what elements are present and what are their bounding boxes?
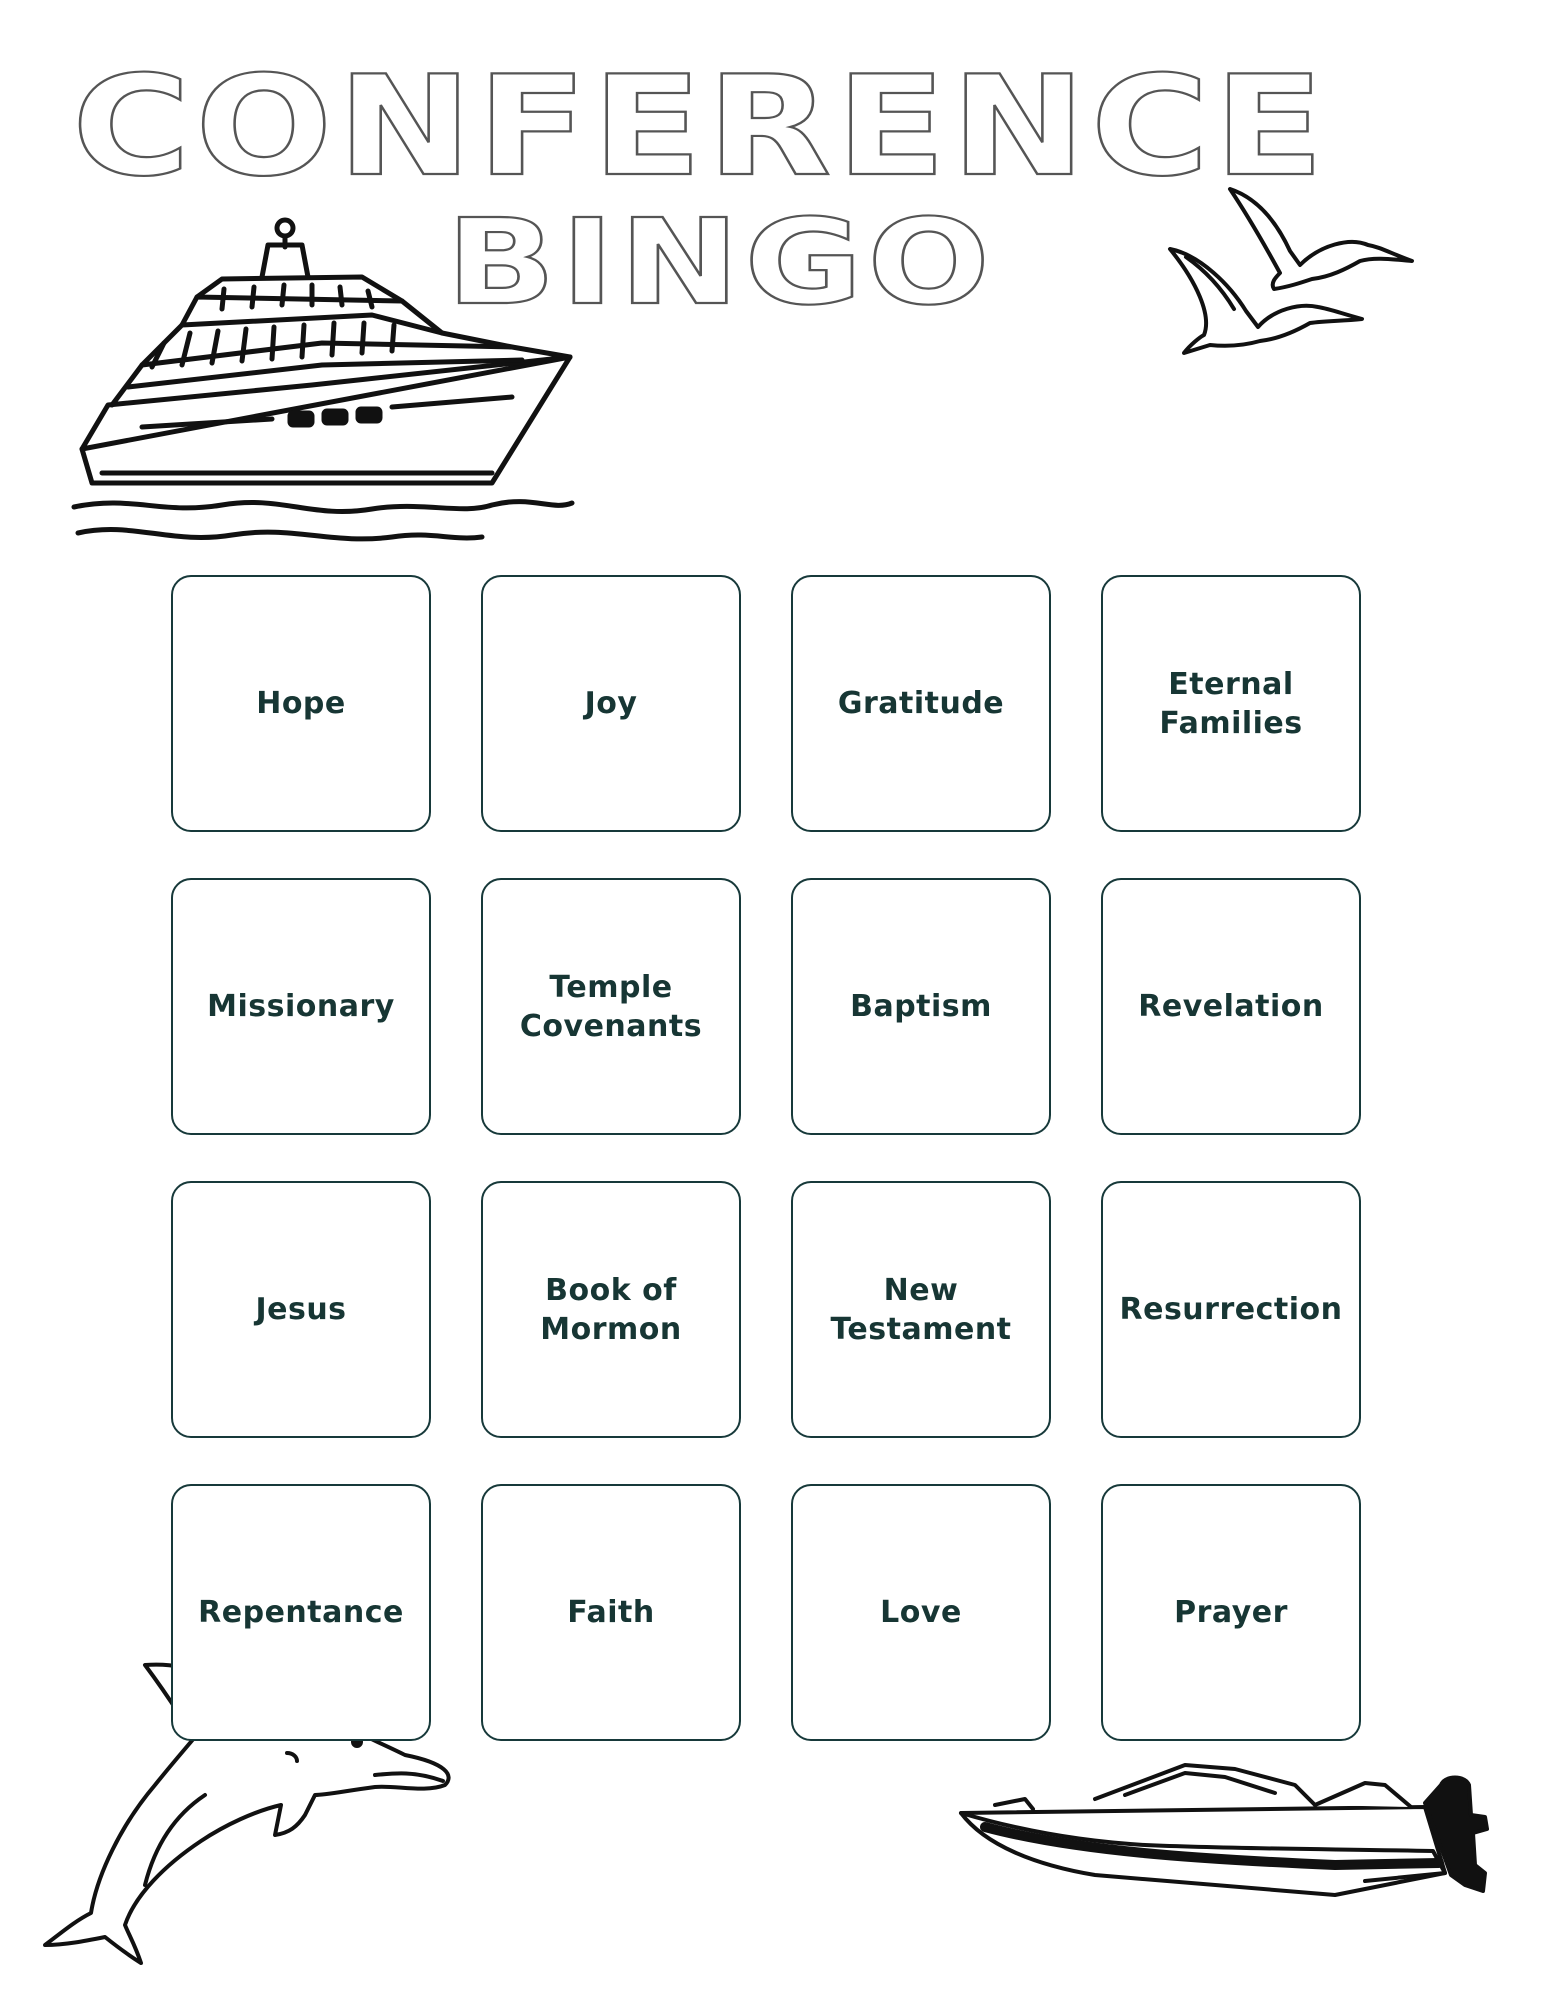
bingo-cell[interactable] bbox=[171, 575, 431, 832]
bingo-cell[interactable] bbox=[791, 1484, 1051, 1741]
bingo-cell[interactable] bbox=[1101, 1484, 1361, 1741]
yacht-icon bbox=[72, 215, 592, 555]
bingo-cell[interactable] bbox=[481, 1484, 741, 1741]
title-line-1: CONFERENCE bbox=[72, 46, 1329, 207]
bingo-cell[interactable] bbox=[171, 1181, 431, 1438]
bingo-cell[interactable] bbox=[171, 1484, 431, 1741]
bingo-cell[interactable] bbox=[481, 575, 741, 832]
bingo-cell[interactable] bbox=[171, 878, 431, 1135]
bingo-cell[interactable] bbox=[791, 878, 1051, 1135]
bingo-cell-label: Baptism bbox=[850, 989, 992, 1024]
bingo-cell[interactable] bbox=[1101, 575, 1361, 832]
title-line-2: BINGO bbox=[446, 193, 995, 331]
bingo-cell[interactable] bbox=[481, 878, 741, 1135]
bingo-cell-label: Revelation bbox=[1138, 989, 1324, 1024]
bingo-cell[interactable] bbox=[791, 575, 1051, 832]
bingo-cell-label: Hope bbox=[256, 686, 346, 721]
speedboat-icon bbox=[955, 1755, 1515, 1910]
bingo-cell-label: Faith bbox=[567, 1595, 655, 1630]
bingo-cell-label: Temple Covenants bbox=[519, 969, 703, 1044]
bingo-grid bbox=[171, 575, 1361, 1741]
seagulls-icon bbox=[1150, 185, 1420, 365]
bingo-cell[interactable] bbox=[481, 1181, 741, 1438]
bingo-cell-label: Eternal Families bbox=[1159, 666, 1303, 741]
bingo-cell-label: New Testament bbox=[830, 1272, 1012, 1347]
bingo-cell-label: Gratitude bbox=[837, 686, 1005, 721]
bingo-cell-label: Book of Mormon bbox=[540, 1272, 682, 1347]
bingo-cell-label: Love bbox=[880, 1595, 962, 1630]
bingo-cell-label: Missionary bbox=[207, 989, 395, 1024]
bingo-cell[interactable] bbox=[1101, 1181, 1361, 1438]
bingo-cell[interactable] bbox=[1101, 878, 1361, 1135]
bingo-cell[interactable] bbox=[791, 1181, 1051, 1438]
bingo-cell-label: Prayer bbox=[1174, 1595, 1288, 1630]
bingo-cell-label: Jesus bbox=[255, 1292, 347, 1327]
bingo-cell-label: Resurrection bbox=[1119, 1292, 1343, 1327]
bingo-cell-label: Joy bbox=[584, 686, 638, 721]
bingo-cell-label: Repentance bbox=[198, 1595, 404, 1630]
